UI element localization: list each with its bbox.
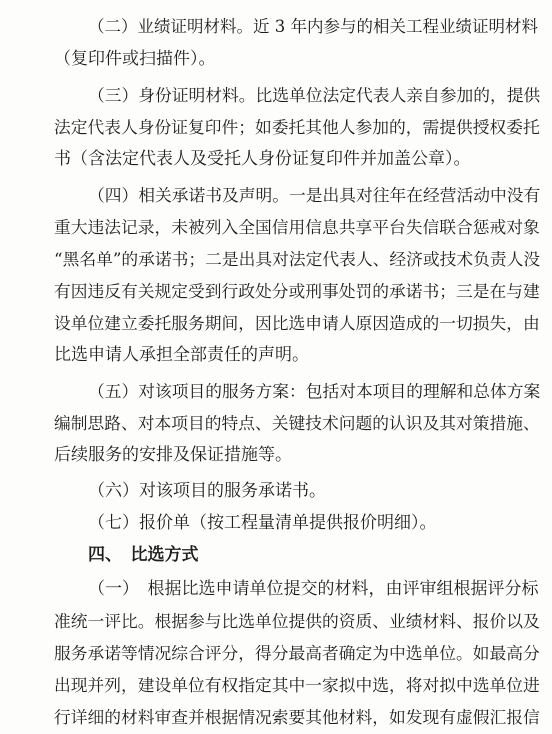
text-line: 设单位建立委托服务期间，因比选申请人原因造成的一切损失，由 xyxy=(54,313,540,333)
text-line: 行详细的材料审查并根据情况索要其他材料，如发现有虚假汇报信 xyxy=(54,707,540,727)
text-line: “黑名单”的承诺书；二是出具对法定代表人、经济或技术负责人没 xyxy=(54,249,541,269)
text-line: （四）相关承诺书及声明。一是出具对往年在经营活动中没有 xyxy=(88,185,541,205)
text-line: 编制思路、对本项目的特点、关键技术问题的认识及其对策措施、 xyxy=(54,413,540,433)
text-line: 书（含法定代表人及受托人身份证复印件并加盖公章）。 xyxy=(54,149,471,169)
text-line: （复印件或扫描件）。 xyxy=(54,49,216,69)
text-line: 法定代表人身份证复印件；如委托其他人参加的，需提供授权委托 xyxy=(54,117,540,137)
text-line: 准统一评比。根据参与比选单位提供的资质、业绩材料、报价以及 xyxy=(54,611,540,631)
text-line: （五）对该项目的服务方案：包括对本项目的理解和总体方案 xyxy=(88,381,541,401)
text-line: （一） 根据比选申请单位提交的材料，由评审组根据评分标 xyxy=(88,579,539,599)
text-line: 重大违法记录，未被列入全国信用信息共享平台失信联合惩戒对象 xyxy=(54,217,540,237)
text-line: （七）报价单（按工程量清单提供报价明细）。 xyxy=(88,513,437,533)
text-line: 服务承诺等情况综合评分，得分最高者确定为中选单位。如最高分 xyxy=(54,643,540,663)
text-line: （二）业绩证明材料。近 3 年内参与的相关工程业绩证明材料 xyxy=(88,17,538,36)
text-line: （三）身份证明材料。比选单位法定代表人亲自参加的，提供 xyxy=(88,85,541,105)
text-line: 比选申请人承担全部责任的声明。 xyxy=(54,345,309,365)
text-line: 有因违反有关规定受到行政处分或刑事处罚的承诺书；三是在与建 xyxy=(54,281,540,301)
text-line: （六）对该项目的服务承诺书。 xyxy=(88,481,326,501)
section-heading: 四、 比选方式 xyxy=(88,545,199,565)
text-line: 出现并列，建设单位有权指定其中一家拟中选，将对拟中选单位进 xyxy=(54,675,540,695)
text-line: 后续服务的安排及保证措施等。 xyxy=(54,445,292,465)
